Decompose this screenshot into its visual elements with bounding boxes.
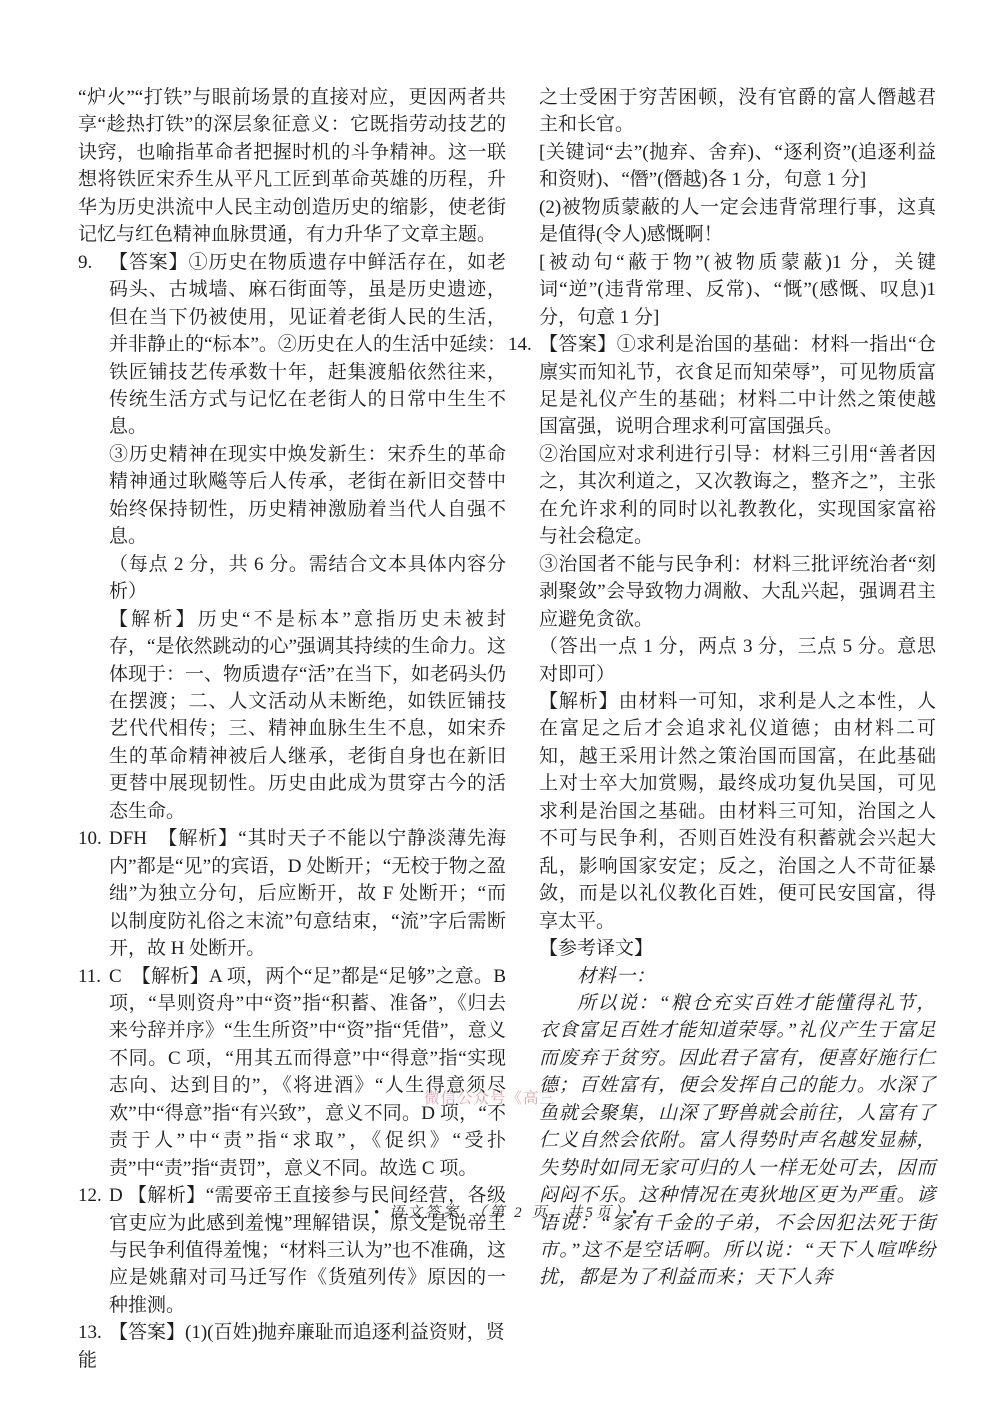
item-paragraph: ②治国应对求利进行引导：材料三引用“善者因之，其次利道之，又次教诲之，整齐之”，主张在允许求利的同时以礼教教化，实现国家富裕与社会稳定。 (539, 443, 936, 548)
right-column (508, 84, 936, 1292)
answer-item (78, 1319, 506, 1374)
item-paragraph: ③历史精神在现实中焕发新生：宋乔生的革命精神通过耿飚等后人传承，老街在新旧交替中始终保持韧性，历史精神激励着当代人自强不息。 (109, 443, 506, 548)
item-paragraph: 【参考译文】 (539, 938, 654, 960)
item-paragraph: 【答案】(1)(百姓)抛弃廉耻而追逐利益资财，贤 (109, 1322, 505, 1344)
answer-item (78, 963, 506, 1183)
item-paragraph: ③治国者不能与民争利：材料三批评统治者“刻剥聚敛”会导致物力凋敝、大乱兴起，强调君主应避免贪欲。 (539, 553, 936, 630)
item-number: 14. (508, 334, 532, 356)
item-paragraph: （每点 2 分，共 6 分。需结合文本具体内容分析） (109, 553, 506, 603)
paragraph: (2)被物质蒙蔽的人一定会违背常理行事，这真是值得(令人)感慨啊！ (539, 196, 936, 246)
page-footer: • 语文答案 （第 2 页，共5页）• (373, 1205, 641, 1221)
left-column (78, 84, 506, 1374)
paragraph: [被动句“蔽于物”(被物质蒙蔽)1 分，关键词“逆”(违背常理、反常)、“慨”(感慨、叹息)1 分，句意 1 分] (539, 251, 936, 328)
answer-item (508, 331, 936, 1292)
item-paragraph: （答出一点 1 分，两点 3 分，三点 5 分。意思对即可） (539, 636, 936, 685)
item-number: 11. (78, 965, 102, 987)
item-paragraph: C 【解析】A 项，两个“足”都是“足够”之意。B 项，“旱则资舟”中“资”指“积蓄、准备”，《归去来兮辞并序》“生生所资”中“资”指“凭借”，意义不同。C 项，“用其五而得意”中“得意”指“实现志向、达到目的”，《将进酒》“人生得意须尽欢”中“得意”指“有兴致”，意义不同。D 项，“不责于人”中“责”指“求取”，《促织》“受扑责”中“责”指“责罚”，意义不同。故选 C 项。 (109, 965, 506, 1179)
item-number: 9. (78, 251, 93, 273)
item-paragraph: 所以说：“粮仓充实百姓才能懂得礼节，衣食富足百姓才能知道荣辱。”礼仪产生于富足而废弃于贫穷。因此君子富有，便喜好施行仁德；百姓富有，便会发挥自己的能力。水深了鱼就会聚集，山深了野兽就会前往，人富有了仁义自然会依附。富人得势时声名越发显赫，失势时如同无家可归的人一样无处可去，因而闷闷不乐。这种情况在夷狄地区更为严重。谚语说：“家有千金的子弟，不会因犯法死于街市。”这不是空话啊。所以说：“天下人喧哗纷扰，都是为了利益而来；天下人奔 (539, 992, 936, 1289)
item-paragraph: 【解析】由材料一可知，求利是人之本性，人在富足之后才会追求礼仪道德；由材料二可知，越王采用计然之策治国而国富，在此基础上对士卒大加赏赐，最终成功复仇吴国，可见求利是治国之基础。由材料三可知，治国之人不可与民争利，否则百姓没有积蓄就会兴起大乱，影响国家安定；反之，治国之人不苛征暴敛，而是以礼仪教化百姓，便可民安国富，得享太平。 (539, 690, 936, 932)
paragraph: [关键词“去”(抛弃、舍弃)、“逐利资”(追逐利益和资财)、“僭”(僭越)各 1 分，句意 1 分] (539, 141, 936, 191)
item-paragraph: 【答案】①求利是治国的基础：材料一指出“仓廪实而知礼节，衣食足而知荣辱”，可见物质富足是礼仪产生的基础；材料二中计然之策使越国富强，说明合理求利可富国强兵。 (539, 334, 936, 438)
item-paragraph: D 【解析】“需要帝王直接参与民间经营，各级官吏应为此感到羞愧”理解错误，原文是说帝王与民争利值得羞愧；“材料三认为”也不准确，这应是姚鼐对司马迁写作《货殖列传》原因的一种推测。 (109, 1185, 506, 1316)
answer-item (78, 825, 506, 962)
item-paragraph: DFH 【解析】“其时天子不能以宁静淡薄先海内”都是“见”的宾语，D 处断开；“无校于物之盈绌”为独立分句，后应断开，故 F 处断开；“而以制度防礼俗之末流”句意结束，“流”字后需断开，故 H 处断开。 (109, 828, 506, 960)
item-paragraph: 材料一： (577, 965, 656, 987)
paragraph: 之士受困于穷苦困顿，没有官爵的富人僭越君主和长官。 (539, 87, 936, 136)
item-number: 10. (78, 828, 102, 850)
item-paragraph: 【答案】①历史在物质遗存中鲜活存在，如老码头、古城墙、麻石街面等，虽是历史遗迹，但在当下仍被使用，见证着老街人民的生活，并非静止的“标本”。②历史在人的生活中延续：铁匠铺技艺传承数十年，赶集渡船依然往来，传统生活方式与记忆在老街人的日常中生生不息。 (109, 251, 506, 438)
answer-item (78, 249, 506, 826)
item-paragraph: 【解析】历史“不是标本”意指历史未被封存，“是依然跳动的心”强调其持续的生命力。这体现于：一、物质遗存“活”在当下，如老码头仍在摆渡；二、人文活动从未断绝，如铁匠铺技艺代代相传；三、精神血脉生生不息，如宋乔生的革命精神被后人继承，老街自身也在新旧更替中展现韧性。历史由此成为贯穿古今的活态生命。 (109, 608, 506, 822)
item-paragraph: 能 (78, 1349, 98, 1371)
paragraph: “炉火”“打铁”与眼前场景的直接对应，更因两者共享“趁热打铁”的深层象征意义：它既指劳动技艺的诀窍，也喻指革命者把握时机的斗争精神。这一联想将铁匠宋乔生从平凡工匠到革命英雄的历程，升华为历史洪流中人民主动创造历史的缩影，使老街记忆与红色精神血脉贯通，有力升华了文章主题。 (78, 87, 506, 246)
item-number: 12. (78, 1185, 102, 1207)
watermark-text: 微信公众号《高三 (424, 1090, 557, 1107)
item-number: 13. (78, 1322, 102, 1344)
